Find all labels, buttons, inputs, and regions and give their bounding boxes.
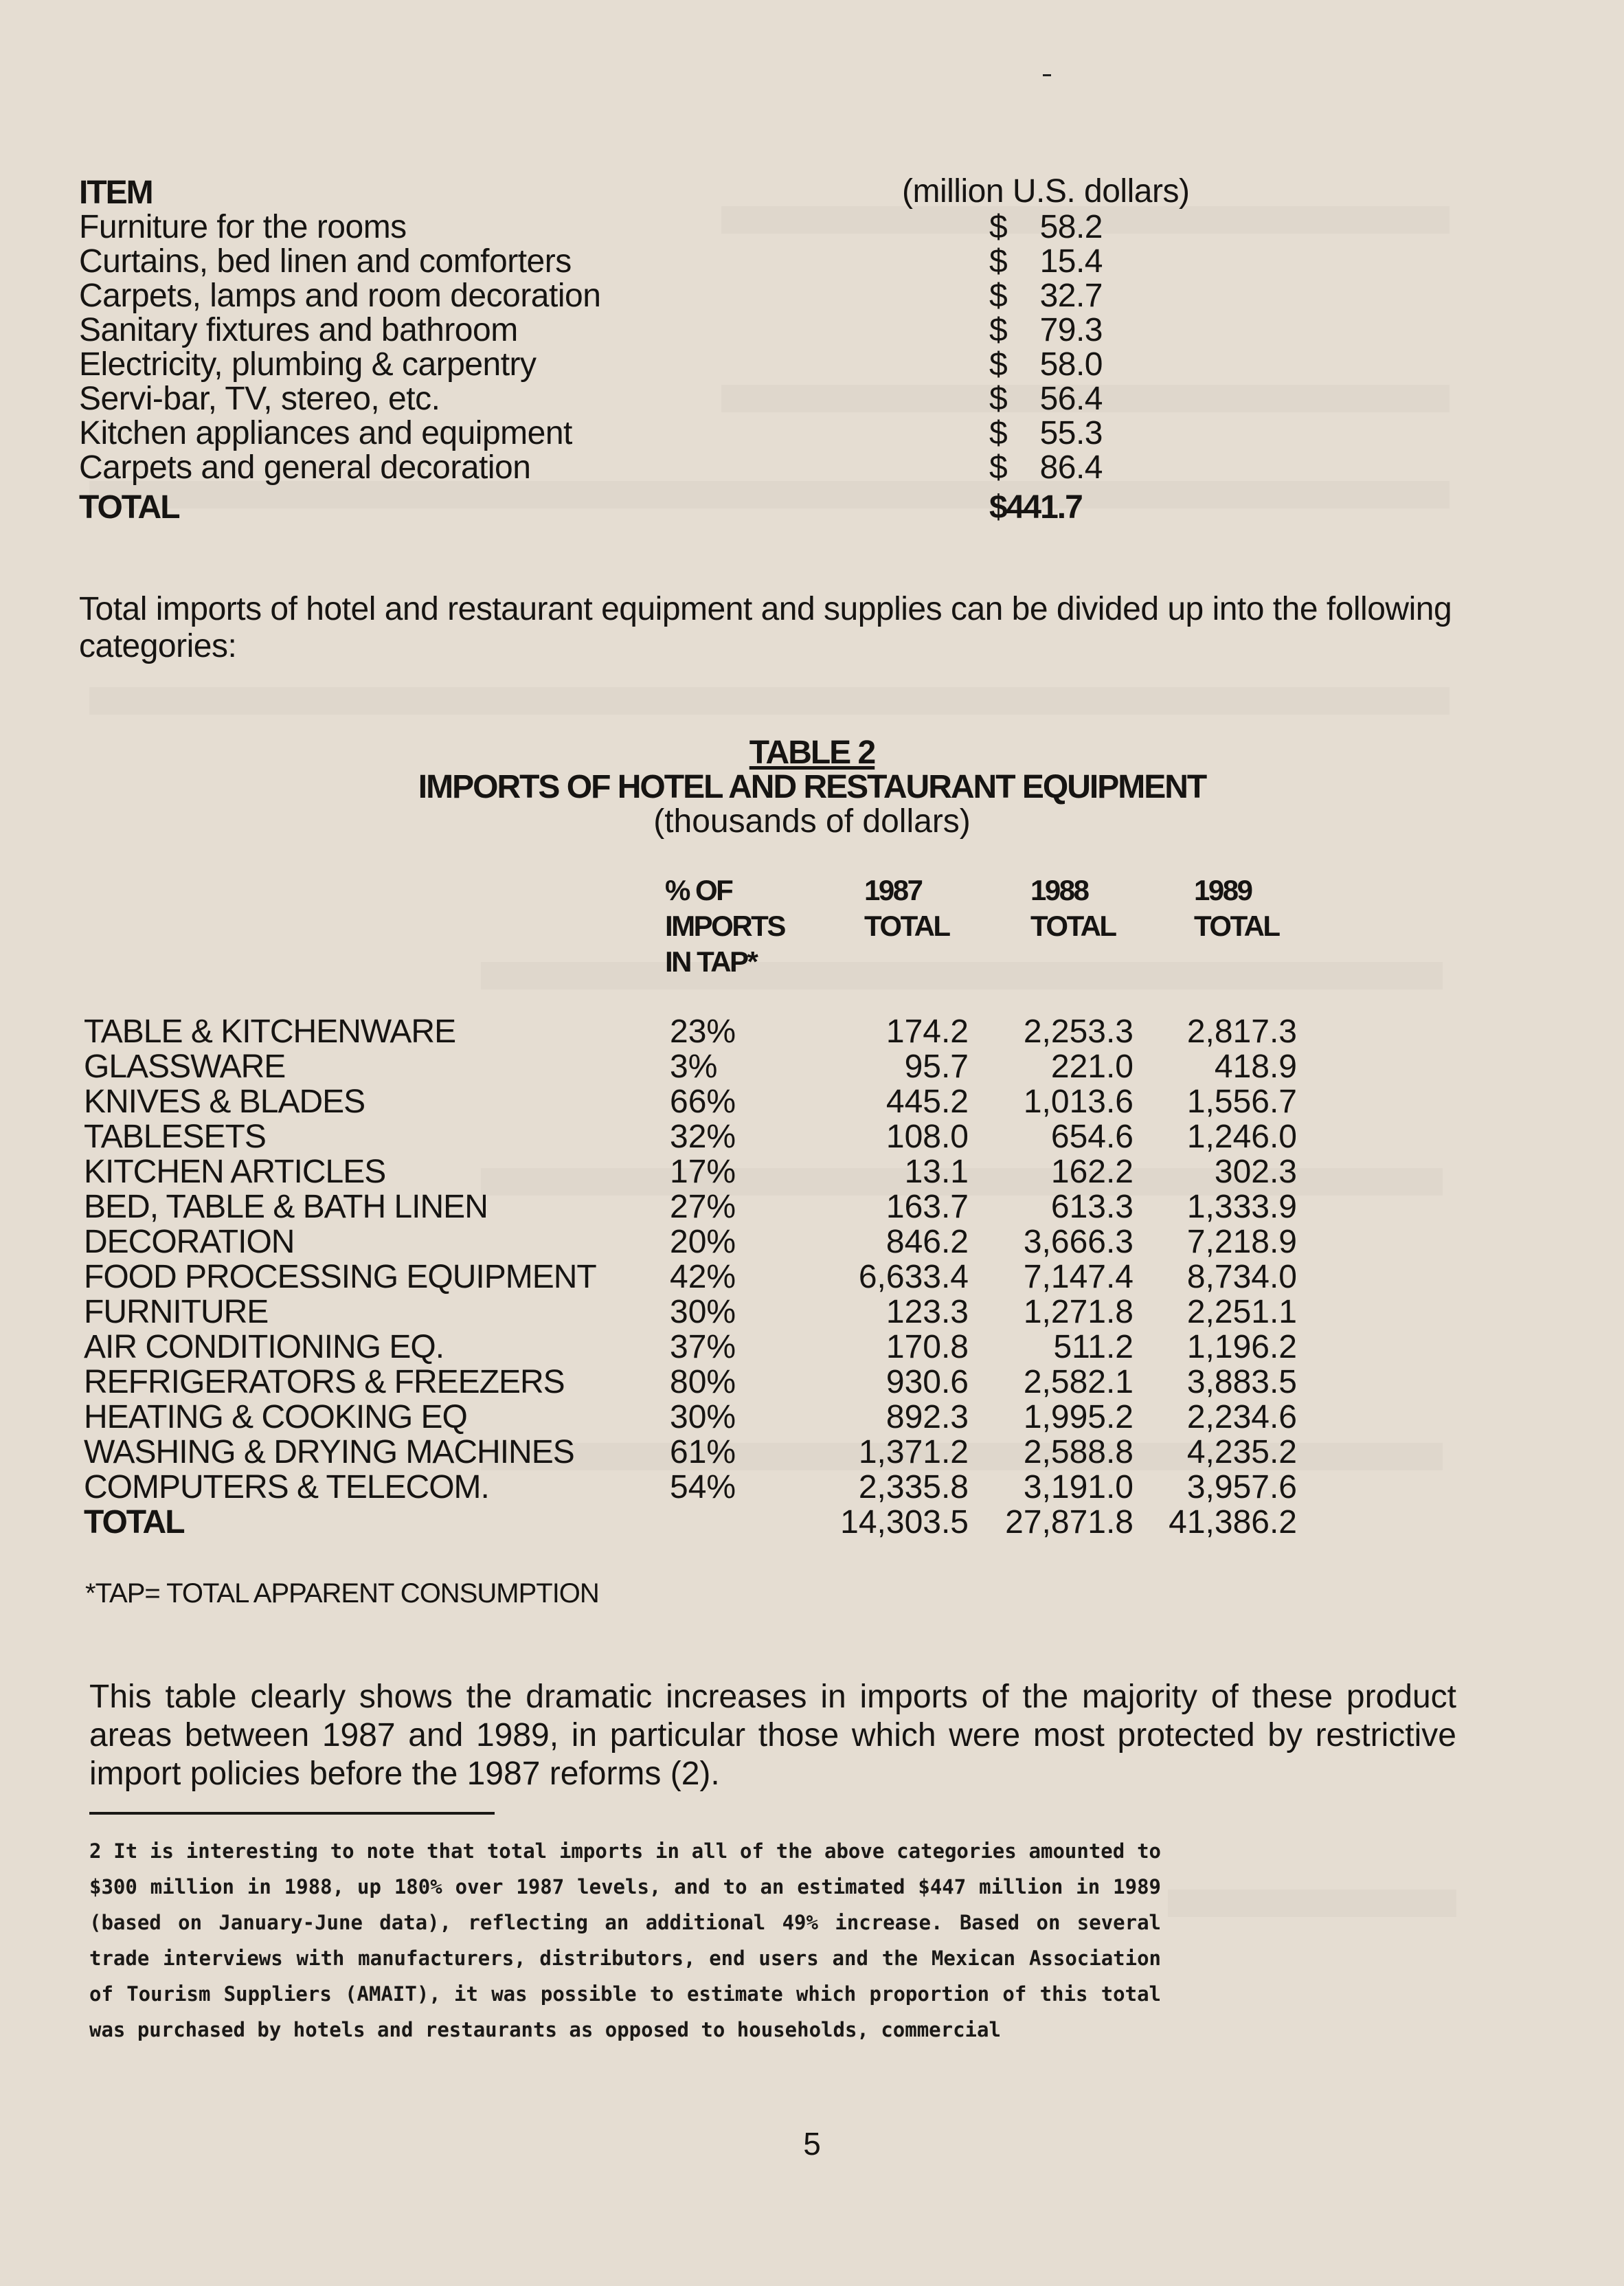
row-pct: 54% xyxy=(670,1469,736,1505)
row-1988: 2,588.8 xyxy=(1023,1434,1134,1470)
row-1988: 3,666.3 xyxy=(1023,1224,1134,1260)
footnote-divider xyxy=(89,1812,495,1815)
row-1987: 892.3 xyxy=(886,1399,969,1435)
item-dollar: $ xyxy=(989,449,1008,486)
row-1988: 654.6 xyxy=(1050,1119,1134,1155)
row-1989: 1,246.0 xyxy=(1186,1119,1297,1155)
row-pct: 80% xyxy=(670,1364,736,1400)
item-dollar: $ xyxy=(989,346,1008,383)
row-pct: 27% xyxy=(670,1189,736,1225)
header-line: 1989 xyxy=(1194,874,1252,906)
intro-paragraph: Total imports of hotel and restaurant equipment and supplies can be divided up into the following categories: xyxy=(79,591,1452,664)
row-1987: 930.6 xyxy=(886,1364,969,1400)
row-1987: 445.2 xyxy=(886,1084,969,1120)
row-1988: 1,271.8 xyxy=(1023,1294,1134,1330)
header-1987 xyxy=(864,873,974,944)
header-line: TOTAL xyxy=(1194,910,1279,942)
row-label: TABLE & KITCHENWARE xyxy=(84,1013,456,1050)
item-dollar: $ xyxy=(989,415,1008,451)
item-dollar: $ xyxy=(989,381,1008,417)
total-1987: 14,303.5 xyxy=(840,1504,969,1540)
row-label: KITCHEN ARTICLES xyxy=(84,1154,386,1190)
total-1988: 27,871.8 xyxy=(1005,1504,1134,1540)
row-1987: 6,633.4 xyxy=(858,1259,969,1295)
row-1987: 1,371.2 xyxy=(858,1434,969,1470)
footnote-text: 2 It is interesting to note that total imports in all of the above categories amounted to $300 million in 1988, up 180% over 1987 levels, and to an estimated $447 million in 1989 (based on January-June data), reflecting an additional 49% increase. Based on several trade interviews with manufacturers, distributors, end users and the Mexican Association of Tourism Suppliers (AMAIT), it was possible to estimate which proportion of this total was purchased by hotels and restaurants as opposed to households, commercial xyxy=(89,1839,1161,2041)
row-label: COMPUTERS & TELECOM. xyxy=(84,1469,489,1505)
row-pct: 17% xyxy=(670,1154,736,1190)
row-pct: 30% xyxy=(670,1294,736,1330)
item-value: 15.4 xyxy=(1039,243,1103,280)
header-line: IN TAP* xyxy=(665,945,757,978)
row-pct: 61% xyxy=(670,1434,736,1470)
row-label: GLASSWARE xyxy=(84,1049,286,1085)
row-1989: 1,333.9 xyxy=(1186,1189,1297,1225)
row-label: DECORATION xyxy=(84,1224,295,1260)
item-dollar: $ xyxy=(989,209,1008,245)
item-name: Carpets, lamps and room decoration xyxy=(79,278,601,314)
items-total-label: TOTAL xyxy=(79,489,179,526)
items-unit-label: (million U.S. dollars) xyxy=(902,173,1190,210)
items-header-label: ITEM xyxy=(79,175,153,211)
row-1989: 7,218.9 xyxy=(1186,1224,1297,1260)
item-value: 58.2 xyxy=(1039,209,1103,245)
tap-definition: *TAP= TOTAL APPARENT CONSUMPTION xyxy=(85,1578,599,1609)
row-pct: 30% xyxy=(670,1399,736,1435)
header-line: % OF xyxy=(665,874,732,906)
row-pct: 32% xyxy=(670,1119,736,1155)
row-1989: 8,734.0 xyxy=(1186,1259,1297,1295)
row-1989: 3,957.6 xyxy=(1186,1469,1297,1505)
header-line: IMPORTS xyxy=(665,910,785,942)
row-label: FURNITURE xyxy=(84,1294,269,1330)
item-name: Kitchen appliances and equipment xyxy=(79,415,572,451)
item-dollar: $ xyxy=(989,278,1008,314)
table-number-text: TABLE 2 xyxy=(749,735,875,771)
page-number: 5 xyxy=(803,2126,821,2162)
row-1987: 95.7 xyxy=(904,1049,969,1085)
row-1988: 1,013.6 xyxy=(1023,1084,1134,1120)
row-1989: 302.3 xyxy=(1214,1154,1297,1190)
row-1988: 511.2 xyxy=(1053,1329,1134,1365)
row-1988: 2,582.1 xyxy=(1023,1364,1134,1400)
item-name: Curtains, bed linen and comforters xyxy=(79,243,572,280)
row-1987: 123.3 xyxy=(886,1294,969,1330)
row-pct: 66% xyxy=(670,1084,736,1120)
row-1987: 13.1 xyxy=(904,1154,969,1190)
summary-paragraph: This table clearly shows the dramatic increases in imports of the majority of these product areas between 1987 and 1989, in particular those which were most protected by restrictive import policies before the 1987 reforms (2). xyxy=(89,1679,1456,1792)
total-label: TOTAL xyxy=(84,1504,184,1540)
row-1988: 7,147.4 xyxy=(1023,1259,1134,1295)
row-label: AIR CONDITIONING EQ. xyxy=(84,1329,444,1365)
row-1988: 162.2 xyxy=(1050,1154,1134,1190)
row-1988: 3,191.0 xyxy=(1023,1469,1134,1505)
item-value: 58.0 xyxy=(1039,346,1103,383)
row-label: REFRIGERATORS & FREEZERS xyxy=(84,1364,565,1400)
item-name: Carpets and general decoration xyxy=(79,449,531,486)
item-dollar: $ xyxy=(989,312,1008,348)
row-1987: 170.8 xyxy=(886,1329,969,1365)
row-label: KNIVES & BLADES xyxy=(84,1084,365,1120)
row-1988: 221.0 xyxy=(1050,1049,1134,1085)
row-1989: 1,196.2 xyxy=(1186,1329,1297,1365)
table-subtitle: (thousands of dollars) xyxy=(653,803,971,840)
row-1988: 2,253.3 xyxy=(1023,1013,1134,1050)
item-value: 55.3 xyxy=(1039,415,1103,451)
row-1989: 2,234.6 xyxy=(1186,1399,1297,1435)
header-line: TOTAL xyxy=(1030,910,1116,942)
items-total-value: $441.7 xyxy=(989,489,1082,526)
table-number xyxy=(0,734,1624,772)
row-pct: 37% xyxy=(670,1329,736,1365)
row-1988: 1,995.2 xyxy=(1023,1399,1134,1435)
table-title: IMPORTS OF HOTEL AND RESTAURANT EQUIPMENT xyxy=(418,769,1206,805)
row-1989: 418.9 xyxy=(1214,1049,1297,1085)
row-1989: 3,883.5 xyxy=(1186,1364,1297,1400)
item-name: Sanitary fixtures and bathroom xyxy=(79,312,518,348)
item-value: 32.7 xyxy=(1039,278,1103,314)
row-label: HEATING & COOKING EQ xyxy=(84,1399,467,1435)
row-1989: 2,817.3 xyxy=(1186,1013,1297,1050)
row-label: TABLESETS xyxy=(84,1119,266,1155)
item-dollar: $ xyxy=(989,243,1008,280)
stray-mark xyxy=(1043,74,1051,76)
row-1987: 2,335.8 xyxy=(858,1469,969,1505)
item-value: 56.4 xyxy=(1039,381,1103,417)
item-value: 79.3 xyxy=(1039,312,1103,348)
item-value: 86.4 xyxy=(1039,449,1103,486)
row-1989: 1,556.7 xyxy=(1186,1084,1297,1120)
item-name: Furniture for the rooms xyxy=(79,209,407,245)
header-line: 1987 xyxy=(864,874,922,906)
row-1989: 2,251.1 xyxy=(1186,1294,1297,1330)
row-label: BED, TABLE & BATH LINEN xyxy=(84,1189,488,1225)
header-line: TOTAL xyxy=(864,910,949,942)
header-1989 xyxy=(1194,873,1304,944)
header-1988 xyxy=(1030,873,1140,944)
header-pct-imports xyxy=(665,873,830,980)
row-pct: 42% xyxy=(670,1259,736,1295)
row-1987: 163.7 xyxy=(886,1189,969,1225)
row-label: FOOD PROCESSING EQUIPMENT xyxy=(84,1259,596,1295)
row-1987: 174.2 xyxy=(886,1013,969,1050)
row-label: WASHING & DRYING MACHINES xyxy=(84,1434,574,1470)
row-1988: 613.3 xyxy=(1050,1189,1134,1225)
row-1987: 846.2 xyxy=(886,1224,969,1260)
total-1989: 41,386.2 xyxy=(1169,1504,1297,1540)
header-line: 1988 xyxy=(1030,874,1088,906)
row-1989: 4,235.2 xyxy=(1186,1434,1297,1470)
row-1987: 108.0 xyxy=(886,1119,969,1155)
row-pct: 3% xyxy=(670,1049,718,1085)
item-name: Servi-bar, TV, stereo, etc. xyxy=(79,381,440,417)
row-pct: 23% xyxy=(670,1013,736,1050)
item-name: Electricity, plumbing & carpentry xyxy=(79,346,537,383)
row-pct: 20% xyxy=(670,1224,736,1260)
